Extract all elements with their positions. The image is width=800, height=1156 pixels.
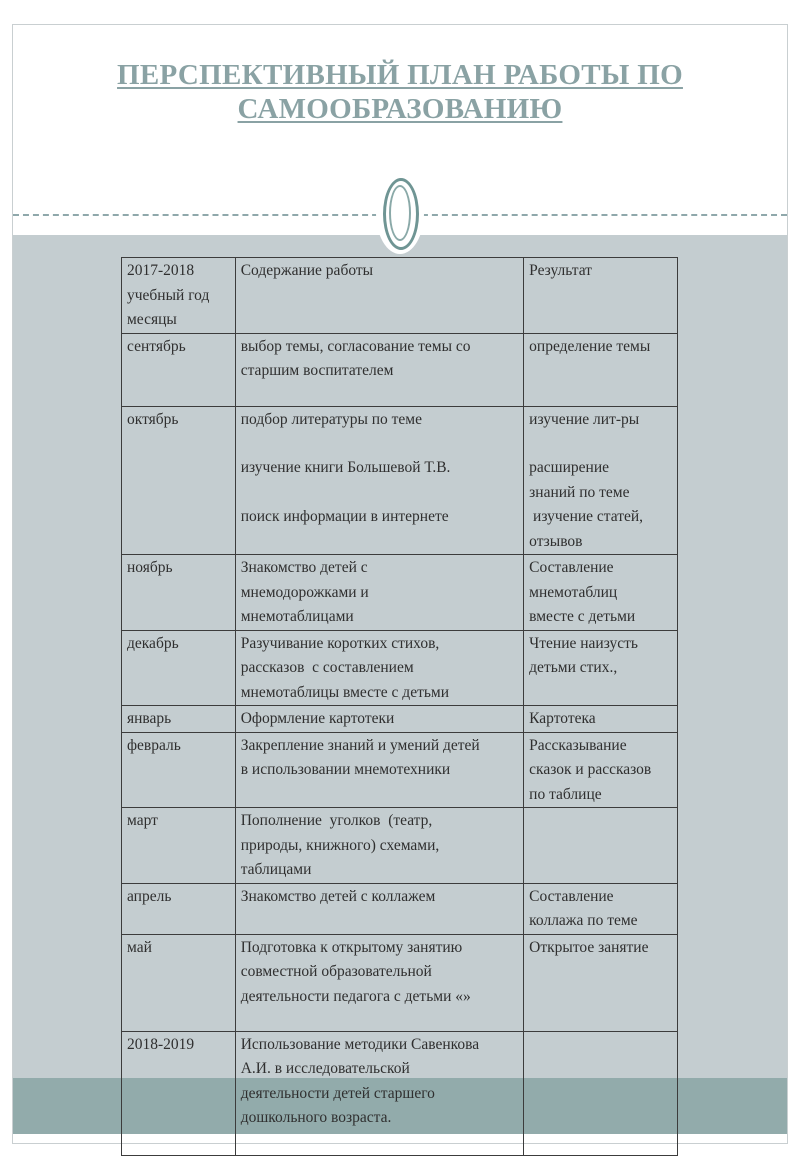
month-cell: май (122, 934, 236, 1031)
header-period-line: учебный год (127, 286, 210, 304)
table-row (122, 406, 678, 555)
result-cell: Рассказывание сказок и рассказов по таблице (524, 732, 678, 808)
content-cell: Знакомство детей с мнемодорожками и мнемотаблицами (235, 555, 523, 631)
header-period-line: месяцы (127, 311, 177, 328)
table-row (122, 1031, 678, 1155)
header-period-line: 2017-2018 (127, 262, 195, 279)
self-education-plan-table (121, 257, 678, 1156)
month-cell: февраль (122, 732, 236, 808)
title-line-2: САМООБРАЗОВАНИЮ (237, 93, 563, 125)
content-cell: Разучивание коротких стихов, рассказов с составлением мнемотаблицы вместе с детьми (235, 630, 523, 706)
table-row (122, 934, 678, 1031)
header-result-cell (524, 258, 678, 334)
table-row (122, 555, 678, 631)
header-result-label: Результат (529, 262, 592, 279)
result-cell: Составление мнемотаблиц вместе с детьми (524, 555, 678, 631)
month-cell: январь (122, 706, 236, 733)
content-cell: Закрепление знаний и умений детей в использовании мнемотехники (235, 732, 523, 808)
page-title (60, 58, 740, 126)
table-row (122, 808, 678, 884)
header-period-cell (122, 258, 236, 334)
period-cell: 2018-2019 (122, 1031, 236, 1155)
title-line-1: ПЕРСПЕКТИВНЫЙ ПЛАН РАБОТЫ ПО (117, 59, 683, 91)
table-row (122, 732, 678, 808)
month-cell: март (122, 808, 236, 884)
table-row (122, 333, 678, 406)
result-cell: определение темы (524, 333, 678, 406)
result-cell: Составление коллажа по теме (524, 883, 678, 934)
result-cell: Чтение наизусть детьми стих., (524, 630, 678, 706)
oval-ornament-icon (376, 172, 424, 254)
table-row (122, 706, 678, 733)
content-cell: Оформление картотеки (235, 706, 523, 733)
content-cell: Подготовка к открытому занятию совместной образовательной деятельности педагога с детьми «» (235, 934, 523, 1031)
month-cell: декабрь (122, 630, 236, 706)
header-content-cell (235, 258, 523, 334)
month-cell: октябрь (122, 406, 236, 555)
result-cell (524, 808, 678, 884)
table-row (122, 630, 678, 706)
result-cell (524, 1031, 678, 1155)
month-cell: ноябрь (122, 555, 236, 631)
month-cell: сентябрь (122, 333, 236, 406)
content-cell: Знакомство детей с коллажем (235, 883, 523, 934)
content-cell: подбор литературы по теме изучение книги Большевой Т.В. поиск информации в интернете (235, 406, 523, 555)
content-cell: Использование методики Савенкова А.И. в исследовательской деятельности детей старшего дошкольного возраста. (235, 1031, 523, 1155)
content-cell: выбор темы, согласование темы со старшим воспитателем (235, 333, 523, 406)
header-content-label: Содержание работы (240, 262, 374, 279)
table-header-row (122, 258, 678, 334)
result-cell: Открытое занятие (524, 934, 678, 1031)
result-cell: Картотека (524, 706, 678, 733)
table-row (122, 883, 678, 934)
content-cell: Пополнение уголков (театр, природы, книжного) схемами, таблицами (235, 808, 523, 884)
month-cell: апрель (122, 883, 236, 934)
result-cell: изучение лит-ры расширение знаний по теме изучение статей, отзывов (524, 406, 678, 555)
